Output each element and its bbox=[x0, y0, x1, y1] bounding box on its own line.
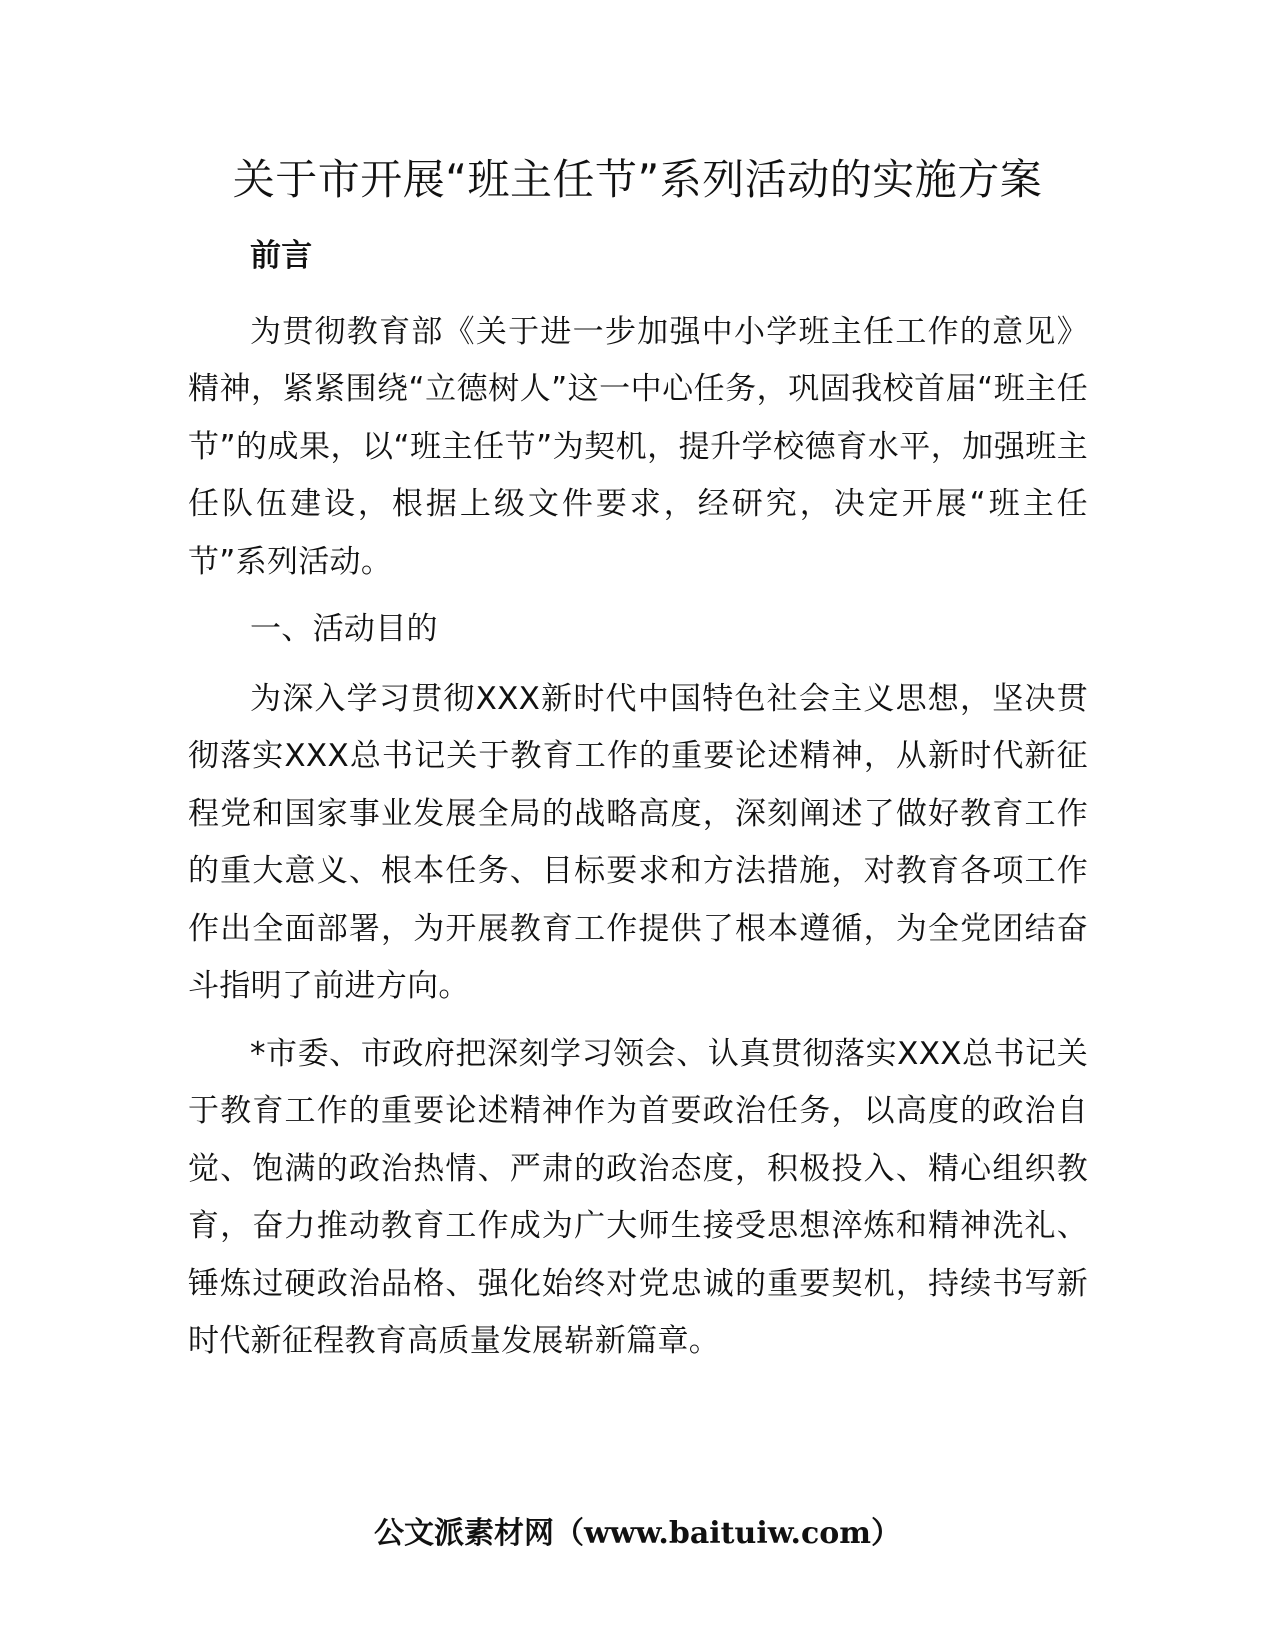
paragraph-city-committee: *市委、市政府把深刻学习领会、认真贯彻落实XXX总书记关于教育工作的重要论述精神作为首要政治任务，以高度的政治自觉、饱满的政治热情、严肃的政治态度，积极投入、精心组织教育，奋力推动教育工作成为广大师生接受思想淬炼和精神洗礼、锤炼过硬政治品格、强化始终对党忠诚的重要契机，持续书写新时代新征程教育高质量发展崭新篇章。 bbox=[188, 1035, 1088, 1359]
preface-heading: 前言 bbox=[250, 238, 313, 274]
document-body bbox=[188, 228, 1088, 1381]
paragraph-intro: 为贯彻教育部《关于进一步加强中小学班主任工作的意见》精神，紧紧围绕“立德树人”这一中心任务，巩固我校首届“班主任节”的成果，以“班主任节”为契机，提升学校德育水平，加强班主任队伍建设，根据上级文件要求，经研究，决定开展“班主任节”系列活动。 bbox=[188, 313, 1088, 580]
paragraph-purpose: 为深入学习贯彻XXX新时代中国特色社会主义思想，坚决贯彻落实XXX总书记关于教育工作的重要论述精神，从新时代新征程党和国家事业发展全局的战略高度，深刻阐述了做好教育工作的重大意义、根本任务、目标要求和方法措施，对教育各项工作作出全面部署，为开展教育工作提供了根本遵循，为全党团结奋斗指明了前进方向。 bbox=[188, 680, 1088, 1004]
footer-source-text: 公文派素材网（www.baituiw.com） bbox=[373, 1516, 902, 1551]
section-heading-purpose: 一、活动目的 bbox=[250, 611, 438, 647]
document-title: 关于市开展“班主任节”系列活动的实施方案 bbox=[232, 155, 1043, 204]
